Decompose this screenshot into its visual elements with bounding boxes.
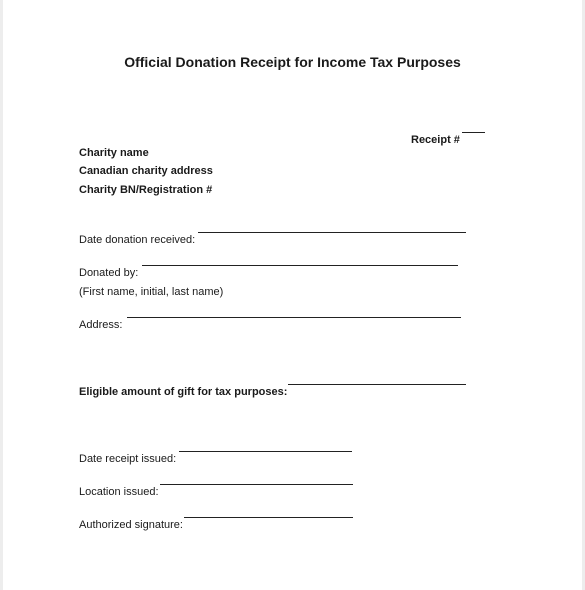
date-received-line[interactable]: [198, 232, 466, 233]
signature-label: Authorized signature:: [79, 519, 183, 531]
location-issued-label: Location issued:: [79, 486, 159, 498]
charity-name-label: Charity name: [79, 147, 149, 159]
signature-line[interactable]: [184, 517, 353, 518]
date-issued-label: Date receipt issued:: [79, 453, 177, 465]
eligible-amount-line[interactable]: [288, 384, 466, 385]
date-issued-line[interactable]: [179, 451, 352, 452]
location-issued-line[interactable]: [160, 484, 353, 485]
donated-by-line[interactable]: [142, 265, 458, 266]
receipt-number-label: Receipt #: [411, 134, 460, 146]
receipt-number-line[interactable]: [462, 132, 485, 133]
document-title: Official Donation Receipt for Income Tax Purposes: [124, 54, 461, 70]
charity-address-label: Canadian charity address: [79, 165, 213, 177]
receipt-page: [3, 0, 582, 590]
donated-by-hint: (First name, initial, last name): [79, 286, 224, 298]
eligible-amount-label: Eligible amount of gift for tax purposes:: [79, 386, 288, 398]
date-received-label: Date donation received:: [79, 234, 196, 246]
address-line[interactable]: [127, 317, 461, 318]
address-label: Address:: [79, 319, 123, 331]
donated-by-label: Donated by:: [79, 267, 139, 279]
charity-bn-label: Charity BN/Registration #: [79, 184, 213, 196]
